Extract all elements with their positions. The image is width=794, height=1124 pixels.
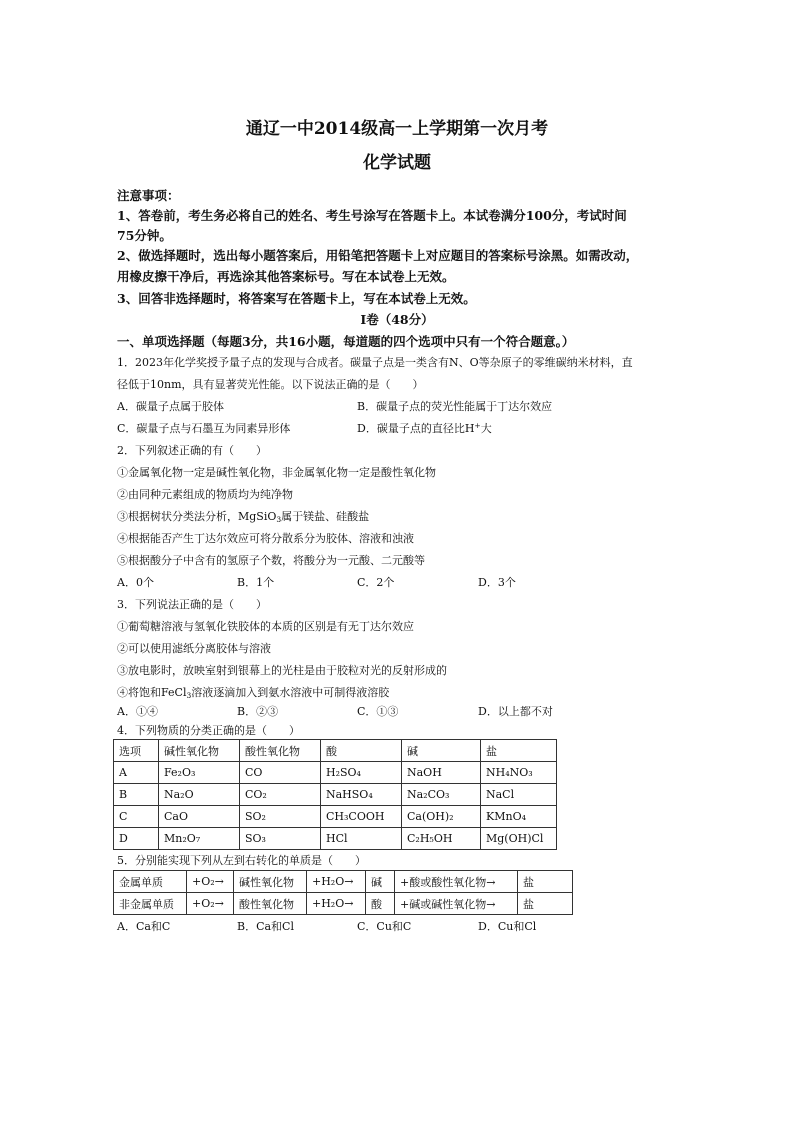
- table-cell: +H₂O→: [307, 871, 366, 893]
- table-cell: Mg(OH)Cl: [481, 828, 557, 850]
- table-cell: C: [114, 806, 159, 828]
- table-header-cell: 碱: [402, 740, 481, 762]
- table-header-cell: 酸: [321, 740, 402, 762]
- table-cell: Na₂CO₃: [402, 784, 481, 806]
- table-cell: B: [114, 784, 159, 806]
- table-row: [114, 784, 557, 806]
- table-row: [114, 828, 557, 850]
- table-cell: 盐: [518, 871, 573, 893]
- table-cell: Mn₂O₇: [159, 828, 240, 850]
- q2-option-b: B．1个: [237, 576, 275, 589]
- table-header-cell: 碱性氧化物: [159, 740, 240, 762]
- q5-option-c: C．Cu和C: [357, 920, 412, 933]
- table-cell: HCl: [321, 828, 402, 850]
- q5-stem: 5．分别能实现下列从左到右转化的单质是（ ）: [117, 854, 366, 867]
- q1-option-c: C．碳量子点与石墨互为同素异形体: [117, 422, 291, 435]
- exam-subtitle: 化学试题: [363, 153, 431, 173]
- table-cell: SO₂: [240, 806, 321, 828]
- table-cell: CH₃COOH: [321, 806, 402, 828]
- q1-option-d: D．碳量子点的直径比H+大: [357, 421, 492, 435]
- q3-option-b: B．②③: [237, 705, 279, 718]
- table-cell: 碱: [366, 871, 395, 893]
- table-cell: 金属单质: [114, 871, 187, 893]
- q2-stem: 2．下列叙述正确的有（ ）: [117, 444, 267, 457]
- q1-option-b: B．碳量子点的荧光性能属于丁达尔效应: [357, 400, 553, 413]
- q3-statement-1: ①葡萄糖溶液与氢氧化铁胶体的本质的区别是有无丁达尔效应: [117, 620, 414, 633]
- table-cell: 非金属单质: [114, 893, 187, 915]
- q3-option-d: D．以上都不对: [478, 705, 553, 718]
- q3-stem: 3．下列说法正确的是（ ）: [117, 598, 267, 611]
- q3-option-c: C．①③: [357, 705, 399, 718]
- q4-stem: 4．下列物质的分类正确的是（ ）: [117, 724, 300, 737]
- q2-option-d: D．3个: [478, 576, 516, 589]
- note-3: 3、回答非选择题时，将答案写在答题卡上，写在本试卷上无效。: [117, 291, 476, 306]
- q2-statement-5: ⑤根据酸分子中含有的氢原子个数，将酸分为一元酸、二元酸等: [117, 554, 425, 567]
- q4-classification-table: [113, 739, 557, 850]
- q5-option-a: A．Ca和C: [117, 920, 171, 933]
- table-header-cell: 盐: [481, 740, 557, 762]
- table-row: [114, 871, 573, 893]
- table-cell: Ca(OH)₂: [402, 806, 481, 828]
- volume-heading: Ⅰ卷（48分）: [360, 312, 434, 327]
- table-header-cell: 选项: [114, 740, 159, 762]
- q5-option-b: B．Ca和Cl: [237, 920, 294, 933]
- table-cell: NH₄NO₃: [481, 762, 557, 784]
- notes-heading: 注意事项：: [117, 188, 180, 203]
- exam-title: 通辽一中2014级高一上学期第一次月考: [245, 119, 549, 139]
- table-cell: NaOH: [402, 762, 481, 784]
- note-1-line-1: 1、答卷前，考生务必将自己的姓名、考生号涂写在答题卡上。本试卷满分100分，考试时间: [117, 208, 627, 223]
- q2-statement-4: ④根据能否产生丁达尔效应可将分散系分为胶体、溶液和浊液: [117, 532, 414, 545]
- table-cell: 碱性氧化物: [234, 871, 307, 893]
- table-cell: CO₂: [240, 784, 321, 806]
- table-cell: A: [114, 762, 159, 784]
- table-cell: +O₂→: [187, 893, 234, 915]
- q2-option-c: C．2个: [357, 576, 395, 589]
- q1-option-a: A．碳量子点属于胶体: [117, 400, 224, 413]
- table-row: [114, 762, 557, 784]
- table-cell: KMnO₄: [481, 806, 557, 828]
- table-cell: CO: [240, 762, 321, 784]
- table-cell: H₂SO₄: [321, 762, 402, 784]
- q2-statement-2: ②由同种元素组成的物质均为纯净物: [117, 488, 293, 501]
- q3-statement-3: ③放电影时，放映室射到银幕上的光柱是由于胶粒对光的反射形成的: [117, 664, 447, 677]
- q3-option-a: A．①④: [117, 705, 158, 718]
- table-cell: SO₃: [240, 828, 321, 850]
- q1-stem-line-2: 径低于10nm，具有显著荧光性能。以下说法正确的是（ ）: [117, 378, 424, 391]
- q2-statement-1: ①金属氧化物一定是碱性氧化物，非金属氧化物一定是酸性氧化物: [117, 466, 436, 479]
- table-cell: NaCl: [481, 784, 557, 806]
- table-cell: 盐: [518, 893, 573, 915]
- note-2-line-1: 2、做选择题时，选出每小题答案后，用铅笔把答题卡上对应题目的答案标号涂黑。如需改动，: [117, 248, 639, 263]
- q1-stem-line-1: 1．2023年化学奖授予量子点的发现与合成者。碳量子点是一类含有N、O等杂原子的零维碳纳米材料，直: [117, 356, 633, 369]
- table-cell: +O₂→: [187, 871, 234, 893]
- table-cell: 酸: [366, 893, 395, 915]
- table-cell: D: [114, 828, 159, 850]
- table-cell: +H₂O→: [307, 893, 366, 915]
- table-cell: C₂H₅OH: [402, 828, 481, 850]
- table-row: [114, 806, 557, 828]
- table-header-cell: 酸性氧化物: [240, 740, 321, 762]
- part-1-heading: 一、单项选择题（每题3分，共16小题，每道题的四个选项中只有一个符合题意。）: [117, 334, 575, 349]
- note-1-line-2: 75分钟。: [117, 228, 172, 243]
- table-cell: +碱或碱性氧化物→: [395, 893, 518, 915]
- table-header-row: [114, 740, 557, 762]
- table-cell: Na₂O: [159, 784, 240, 806]
- note-2-line-2: 用橡皮擦干净后，再选涂其他答案标号。写在本试卷上无效。: [117, 269, 455, 284]
- table-cell: NaHSO₄: [321, 784, 402, 806]
- q3-statement-4: ④将饱和FeCl$_3$溶液逐滴加入到氨水溶液中可制得液溶胶: [117, 686, 390, 700]
- q2-statement-3: ③根据树状分类法分析，MgSiO$_3$属于镁盐、硅酸盐: [117, 510, 370, 524]
- table-cell: 酸性氧化物: [234, 893, 307, 915]
- table-cell: Fe₂O₃: [159, 762, 240, 784]
- q5-conversion-table: [113, 870, 573, 915]
- table-cell: +酸或酸性氧化物→: [395, 871, 518, 893]
- table-row: [114, 893, 573, 915]
- q2-option-a: A．0个: [117, 576, 154, 589]
- table-cell: CaO: [159, 806, 240, 828]
- q5-option-d: D．Cu和Cl: [478, 920, 537, 933]
- q3-statement-2: ②可以使用滤纸分离胶体与溶液: [117, 642, 271, 655]
